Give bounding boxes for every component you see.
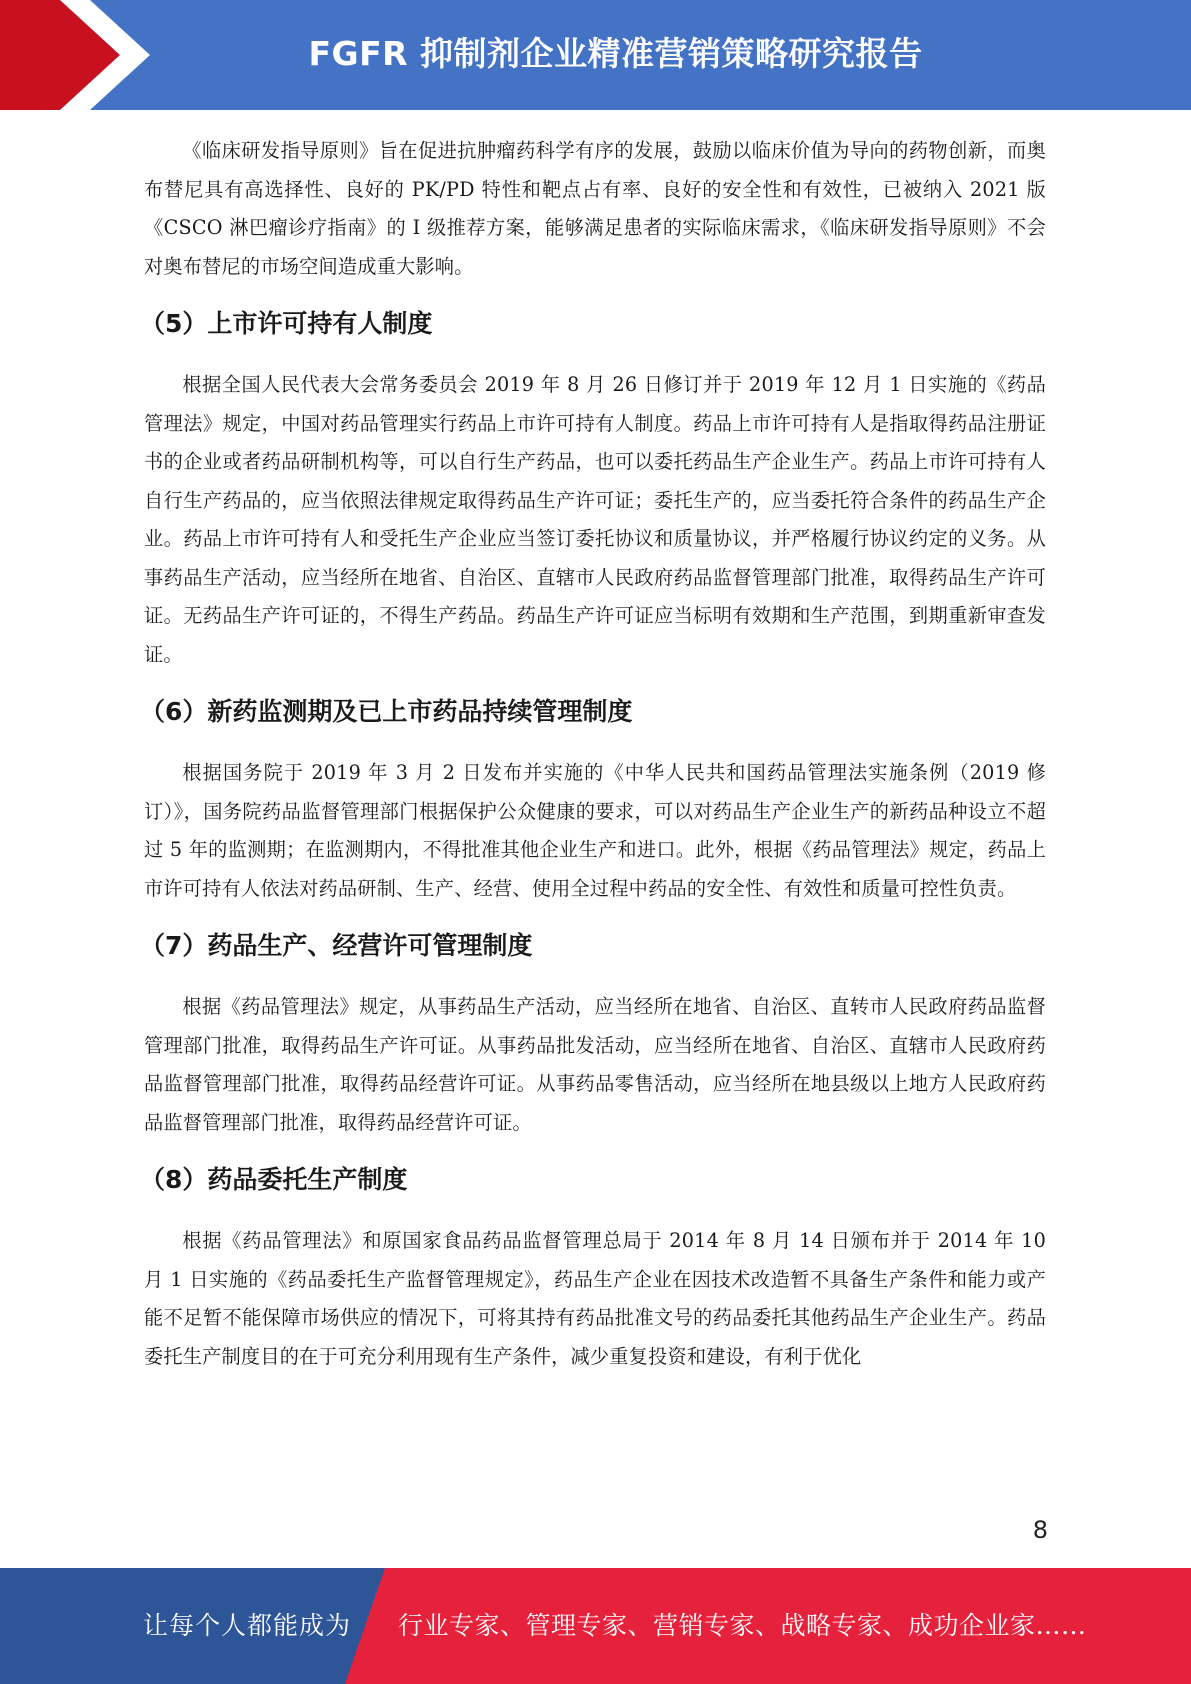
report-title: FGFR 抑制剂企业精准营销策略研究报告: [308, 34, 923, 73]
page-header: [0, 0, 1191, 110]
body-paragraph: 《临床研发指导原则》旨在促进抗肿瘤药科学有序的发展，鼓励以临床价值为导向的药物创新，而奥布替尼具有高选择性、良好的 PK/PD 特性和靶点占有率、良好的安全性和有效性，已被纳入 2021 版《CSCO 淋巴瘤诊疗指南》的 I 级推荐方案，能够满足患者的实际临床需求，《临床研发指导原则》不会对奥布替尼的市场空间造成重大影响。: [144, 139, 1046, 278]
section-heading-6: （6）新药监测期及已上市药品持续管理制度: [140, 697, 633, 726]
section-heading-5: （5）上市许可持有人制度: [140, 309, 433, 338]
footer-slogan-right: 行业专家、管理专家、营销专家、战略专家、成功企业家……: [398, 1611, 1087, 1640]
body-paragraph: 根据《药品管理法》规定，从事药品生产活动，应当经所在地省、自治区、直转市人民政府药品监督管理部门批准，取得药品生产许可证。从事药品批发活动，应当经所在地省、自治区、直辖市人民政府药品监督管理部门批准，取得药品经营许可证。从事药品零售活动，应当经所在地县级以上地方人民政府药品监督管理部门批准，取得药品经营许可证。: [144, 995, 1046, 1134]
page-footer: [0, 1568, 1191, 1684]
footer-slogan-left: 让每个人都能成为: [143, 1611, 352, 1640]
body-paragraph: 根据全国人民代表大会常务委员会 2019 年 8 月 26 日修订并于 2019 年 12 月 1 日实施的《药品管理法》规定，中国对药品管理实行药品上市许可持有人制度。药品上市许可持有人是指取得药品注册证书的企业或者药品研制机构等，可以自行生产药品，也可以委托药品生产企业生产。药品上市许可持有人自行生产药品的，应当依照法律规定取得药品生产许可证；委托生产的，应当委托符合条件的药品生产企业。药品上市许可持有人和受托生产企业应当签订委托协议和质量协议，并严格履行协议约定的义务。从事药品生产活动，应当经所在地省、自治区、直辖市人民政府药品监督管理部门批准，取得药品生产许可证。无药品生产许可证的，不得生产药品。药品生产许可证应当标明有效期和生产范围，到期重新审查发证。: [144, 373, 1046, 666]
page-number: 8: [1032, 1516, 1048, 1544]
document-body: [140, 132, 1046, 1376]
section-heading-7: （7）药品生产、经营许可管理制度: [140, 931, 533, 960]
body-paragraph: 根据国务院于 2019 年 3 月 2 日发布并实施的《中华人民共和国药品管理法实施条例（2019 修订）》，国务院药品监督管理部门根据保护公众健康的要求，可以对药品生产企业生产的新药品种设立不超过 5 年的监测期；在监测期内，不得批准其他企业生产和进口。此外，根据《药品管理法》规定，药品上市许可持有人依法对药品研制、生产、经营、使用全过程中药品的安全性、有效性和质量可控性负责。: [144, 761, 1046, 900]
body-paragraph: 根据《药品管理法》和原国家食品药品监督管理总局于 2014 年 8 月 14 日颁布并于 2014 年 10 月 1 日实施的《药品委托生产监督管理规定》，药品生产企业在因技术改造暂不具备生产条件和能力或产能不足暂不能保障市场供应的情况下，可将其持有药品批准文号的药品委托其他药品生产企业生产。药品委托生产制度目的在于可充分利用现有生产条件，减少重复投资和建设，有利于优化: [144, 1229, 1046, 1368]
section-heading-8: （8）药品委托生产制度: [140, 1165, 408, 1194]
